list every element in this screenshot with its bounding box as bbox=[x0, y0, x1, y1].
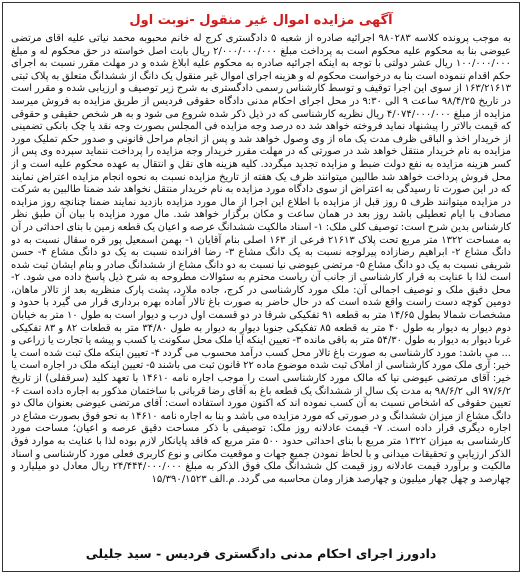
notice-signature: دادورز اجرای احکام مدنی دادگستری فردیس - سید جلیلی bbox=[85, 546, 437, 561]
notice-title: آگهی مزایده اموال غیر منقول -نوبت اول bbox=[129, 13, 393, 28]
auction-notice bbox=[2, 2, 520, 572]
notice-body: به موجب پرونده کلاسه ۹۸۰۲۸۳ اجرائیه صادره از شعبه ۵ دادگستری کرج له خانم محبوبه محمد نیاتی علیه آقای مرتضی عیوضی بنا به محکوم علیه محکوم است به پرداخت مبلغ ۲/۰۰۰/۰۰۰/۰۰۰ ریال بابت اصل خواسته در حق محکوم له و مبلغ ۱۰۰/۰۰۰/۰۰۰ ریال عشر دولتی با توجه به اینکه اجرائیه صادره به محکوم علیه ابلاغ شده و در مهلت مقرر نسبت به اجرای حکم اقدام ننموده است بنا به درخواست محکوم له و هزینه اجرای اموال غیر منقول یک دانگ از ششدانگ متعلق به پلاک ثبتی ۱۶۳/۲۱۶۱۳ از سوی این اجرا توقیف و توسط کارشناس رسمی دادگستری به شرح زیر توصیف و ارزیابی شده و مقرر است در تاریخ ۹۸/۴/۲۵ ساعت ۹ الی ۹:۳۰ در محل اجرای احکام مدنی دادگاه حقوقی فردیس از طریق مزایده به فروش میرسد مزایده از مبلغ ۴/۰۷۴/۰۰۰/۰۰۰ ریال نظریه کارشناسی که در ذیل ذکر شده شروع می شود و به هر شخص حقیقی و حقوقی که قیمت بالاتر را پیشنهاد نماید فروخته خواهد شد ده درصد وجه مزایده فی المجلس بصورت وجه نقد یا چک بانکی تضمینی از خریدار اخذ و الباقی ظرف مدت یک ماه از وی وصول خواهد شد و پس از انجام مراحل قانونی و صدور حکم تملیک مورد مزایده به نام خریدار منتقل خواهد شد در صورتی که در مهلت مقرر خریدار وجه مزایده را پرداخت ننماید سپرده وی پس از کسر هزینه مزایده به نفع دولت ضبط و مزایده تجدید میگردد. کلیه هزینه های نقل و انتقال به عهده محکوم علیه است و از محل فروش پرداخت خواهد شد طالبین میتوانند ظرف یک هفته از تاریخ مزایده نسبت به نحوه انجام مزایده اعتراض نمایند که در این صورت تا رسیدگی به اعتراض از سوی دادگاه مورد مزایده به نام خریدار منتقل نخواهد شد ضمنا طالبین به شرکت در مزایده میتوانند ظرف ۵ روز قبل از مزایده با اطلاع این اجرا از مال مورد مزایده بازدید نمایند ضمنا چنانچه روز مزایده مصادف با ایام تعطیلی باشد روز بعد در همان ساعت و مکان برگزار خواهد شد. مال مورد مزایده با بیان آن طبق نظر کارشناس بدین شرح است: توصیف کلی ملک: ۱- اسناد مالکیت ششدانگ عرصه و اعیان یک قطعه زمین با بنای احداثی در آن به مساحت ۱۳۲۲ متر مربع تحت پلاک ۲۱۶۱۳ فرعی از ۱۶۳ اصلی بنام آقایان ۱- بهمن اسمعیل پور قره سقال نسبت به دو دانگ مشاع ۲- ابراهیم رضازاده پیرلوجه نسبت به یک دانگ مشاع ۳- رضا افرانده نسبت به یک دو دانگ مشاع ۴- حسن شریفی نسبت به یک دو دانگ مشاع ۵- مرتضی عیوضی نیا نسبت به دو دانگ مشاع از ششدانگ صادر و بنام ایشان ثبت شده است لذا با عنایت به قرار کارشناسی از جانب آن ریاست محترم به سئوالات مطروحه به شرح ذیل پاسخ داده می شود. ۲- محل دقیق ملک و توصیف اجمالی آن: ملک مورد کارشناسی در کرج، جاده ملارد، پشت پارک منظریه بعد از تالار ماهان، دومین کوچه دست راست واقع شده است که در حال حاضر به صورت باغ تالار آماده بهره برداری قرار می گیرد با حدود و مشخصات شمالا بطول ۱۴/۶۵ متر به قطعه ۹۱ تفکیکی شرقا در دو قسمت اول درب و دیوار است به طول ۱۰ متر به خیابان دوم دیوار به دیوار به طول ۴۰ متر به قطعه ۸۵ تفکیکی جنوبا دیوار به دیوار به طول ۳۴/۸۰ متر به قطعات ۸۲ و ۸۳ تفکیکی غربا دیوار به دیوار به طول ۵۴/۳۰ متر به باقی مانده ۳- تعیین اینکه آیا ملک محل سکونت یا کسب و پیشه یا تجارت یا زراعی و ... می باشد: مورد کارشناسی به صورت باغ تالار محل کسب درآمد محسوب می گردد ۴- تعیین اینکه ملک ثبت شده است یا خیر: آری ملک مورد کارشناسی از املاک ثبت شده موضوع ماده ۲۲ قانون ثبت می باشند ۵- تعیین اینکه ملک در اجاره است یا خیر: آقای مرتضی عیوضی نیا که مالک مورد کارشناسی است را موجب اجاره نامه ۱۴۶۱۰ با تعهد کلید (سرقفلی) از تاریخ ۹۷/۶/۲ الی ۹۸/۶/۲ به مدت یک سال از ششدانگ یک قطعه باغ به آقای رضا قربانی با ساختمان مذکور به اجاره داده است ۶- تعیین حقوقی که اشخاص نسبت به آن کسب نموده اند که اکنون مورد استفاده است: آقای مرتضی عیوضی بعنوان مالک دو دانگ مشاع از میزان ششدانگ و در صورتی که مورد مزایده می باشد و بنا به اجاره نامه ۱۴۶۱۰ به نحو فوق بصورت مشاع در اجاره دیگری قرار داده است. ۷- قیمت عادلانه روز ملک: توصیفی با ذکر مساحت دقیق عرصه و اعیان؛ مساحت مورد کارشناسی به میزان ۱۳۲۲ متر مربع با بنای احداثی حدود ۵۰۰ متر مربع که فاقد پایانکار لازم بوده لذا با عنایت به موارد فوق الذکر ارزیابی و تحقیقات میدانی و با لحاظ نمودن جمیع جهات و موقعیت مکانی و نوع کاربری فعلی مورد کارشناسی و اسناد مالکیت و برآورد قیمت عادلانه روز قیمت کل ششدانگ ملک فوق الذکر به مبلغ ۲۴/۴۴۴/۰۰۰/۰۰۰ ریال معادل دو میلیارد و چهارصد و چهل چهار میلیون و چهارصد هزار ومان محاسبه می گردد. م.الف ۱۵/۳۹۰/۱۵۲۳ bbox=[11, 33, 511, 485]
